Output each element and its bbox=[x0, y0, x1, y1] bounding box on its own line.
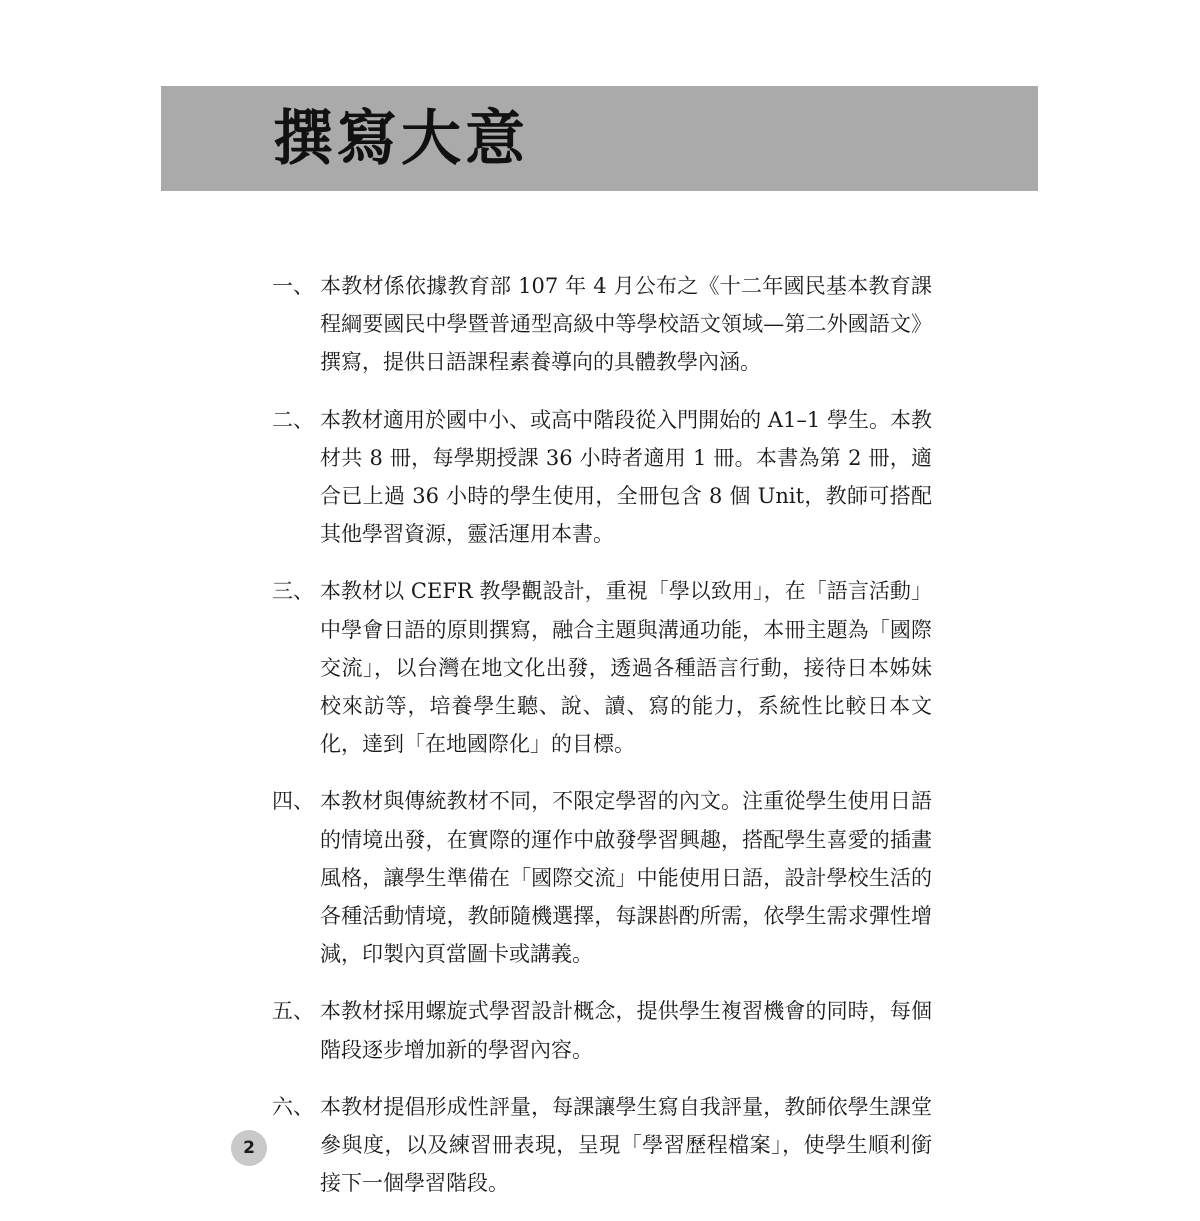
list-item bbox=[272, 401, 932, 554]
item-number: 四、 bbox=[272, 789, 314, 814]
item-number: 三、 bbox=[272, 579, 314, 604]
item-text: 本教材適用於國中小、或高中階段從入門開始的 A1–1 學生。本教材共 8 冊，每學期授課 36 小時者適用 1 冊。本書為第 2 冊，適合已上過 36 小時的學生使用，全冊包含 8 個 Unit，教師可搭配其他學習資源，靈活運用本書。 bbox=[320, 407, 932, 547]
title-banner bbox=[161, 86, 1038, 191]
item-number: 一、 bbox=[272, 274, 314, 298]
page-number-badge: 2 bbox=[231, 1130, 267, 1166]
item-text: 本教材採用螺旋式學習設計概念，提供學生複習機會的同時，每個階段逐步增加新的學習內容。 bbox=[320, 999, 932, 1062]
item-text: 本教材提倡形成性評量，每課讓學生寫自我評量，教師依學生課堂參與度，以及練習冊表現，呈現「學習歷程檔案」，使學生順利銜接下一個學習階段。 bbox=[320, 1094, 932, 1196]
list-item bbox=[272, 782, 932, 973]
list-item bbox=[272, 572, 932, 763]
item-text: 本教材以 CEFR 教學觀設計，重視「學以致用」，在「語言活動」中學會日語的原則撰寫，融合主題與溝通功能，本冊主題為「國際交流」，以台灣在地文化出發，透過各種語言行動，接待日本姊妹校來訪等，培養學生聽、說、讀、寫的能力，系統性比較日本文化，達到「在地國際化」的目標。 bbox=[320, 579, 932, 757]
list-item bbox=[272, 992, 932, 1068]
item-text: 本教材與傳統教材不同，不限定學習的內文。注重從學生使用日語的情境出發，在實際的運作中啟發學習興趣，搭配學生喜愛的插畫風格，讓學生準備在「國際交流」中能使用日語，設計學校生活的各種活動情境，教師隨機選擇，每課斟酌所需，依學生需求彈性增減，印製內頁當圖卡或講義。 bbox=[320, 789, 932, 967]
item-number: 五、 bbox=[272, 999, 314, 1024]
item-number: 二、 bbox=[272, 407, 314, 432]
guideline-list bbox=[272, 267, 932, 1221]
page-title: 撰寫大意 bbox=[273, 104, 529, 174]
list-item bbox=[272, 1088, 932, 1203]
item-number: 六、 bbox=[272, 1094, 314, 1119]
list-item bbox=[272, 267, 932, 382]
item-text: 本教材係依據教育部 107 年 4 月公布之《十二年國民基本教育課程綱要國民中學暨普通型高級中等學校語文領域—第二外國語文》撰寫，提供日語課程素養導向的具體教學內涵。 bbox=[320, 274, 932, 375]
